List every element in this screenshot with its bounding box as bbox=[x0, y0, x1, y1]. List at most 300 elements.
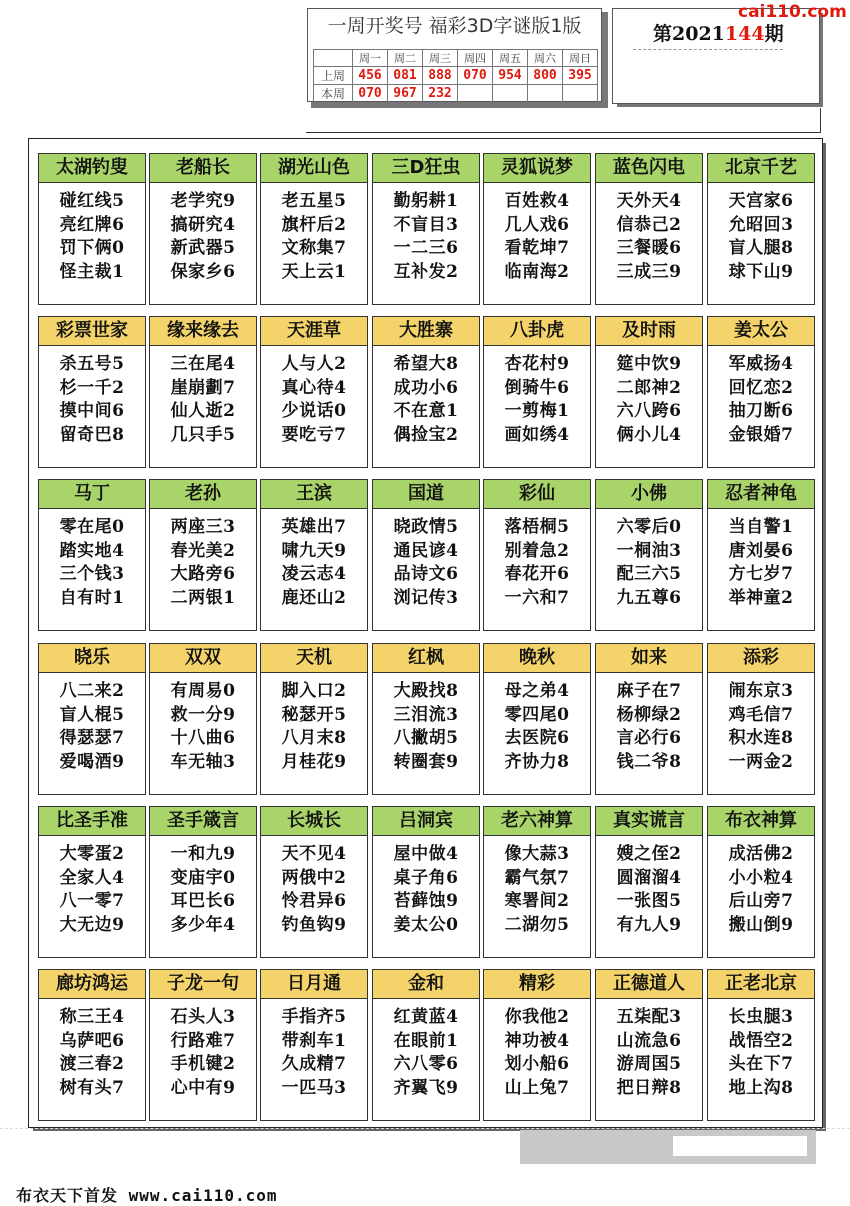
issue-number-value: 144 bbox=[724, 23, 765, 45]
draw-number: 800 bbox=[528, 67, 563, 85]
expert-name: 老孙 bbox=[150, 480, 256, 509]
riddle-line: 八撇胡5 bbox=[393, 728, 459, 748]
expert-name: 比圣手准 bbox=[39, 807, 145, 836]
riddle-line: 桌子角6 bbox=[393, 867, 459, 888]
riddle-line: 山流急6 bbox=[616, 1030, 682, 1051]
riddle-line: 一张图5 bbox=[616, 891, 682, 911]
expert-name: 红枫 bbox=[373, 644, 479, 673]
expert-name: 晓乐 bbox=[39, 644, 145, 673]
riddle-list bbox=[39, 1006, 145, 1100]
this-week-row bbox=[314, 85, 598, 103]
riddle-line: 战悟空2 bbox=[728, 1030, 794, 1051]
riddle-line: 寒署间2 bbox=[504, 891, 570, 911]
riddle-list bbox=[708, 516, 814, 610]
expert-name: 及时雨 bbox=[596, 317, 702, 346]
expert-cell bbox=[483, 969, 591, 1121]
riddle-list bbox=[373, 353, 479, 447]
riddle-list bbox=[484, 843, 590, 937]
draw-number: 967 bbox=[388, 85, 423, 103]
riddle-line: 麻子在7 bbox=[616, 681, 682, 701]
riddle-line: 你我他2 bbox=[504, 1007, 570, 1027]
riddle-line: 去医院6 bbox=[504, 728, 570, 748]
riddle-line: 三泪流3 bbox=[393, 704, 459, 725]
expert-name: 如来 bbox=[596, 644, 702, 673]
riddle-line: 母之弟4 bbox=[504, 681, 570, 701]
riddle-line: 全家人4 bbox=[59, 867, 125, 888]
riddle-list bbox=[373, 680, 479, 774]
riddle-line: 希望大8 bbox=[393, 354, 459, 374]
expert-cell bbox=[595, 969, 703, 1121]
riddle-list bbox=[373, 1006, 479, 1100]
expert-name: 圣手箴言 bbox=[150, 807, 256, 836]
riddle-list bbox=[150, 680, 256, 774]
riddle-line: 凌云志4 bbox=[281, 564, 347, 584]
expert-name: 老船长 bbox=[150, 154, 256, 183]
expert-cell bbox=[595, 316, 703, 468]
riddle-line: 少说话0 bbox=[281, 401, 347, 421]
riddle-line: 有周易0 bbox=[170, 681, 236, 701]
riddle-line: 有九人9 bbox=[616, 914, 682, 935]
riddle-line: 啸九天9 bbox=[281, 540, 347, 561]
expert-name: 灵狐说梦 bbox=[484, 154, 590, 183]
draw-number: 888 bbox=[423, 67, 458, 85]
day-label: 周三 bbox=[423, 50, 458, 67]
expert-cell bbox=[595, 806, 703, 958]
riddle-line: 嫂之侄2 bbox=[616, 844, 682, 864]
riddle-line: 两座三3 bbox=[170, 517, 236, 537]
riddle-line: 天宫家6 bbox=[728, 191, 794, 211]
riddle-line: 六八零6 bbox=[393, 1054, 459, 1074]
expert-name: 湖光山色 bbox=[261, 154, 367, 183]
expert-cell bbox=[707, 316, 815, 468]
riddle-line: 鸡毛信7 bbox=[728, 704, 794, 725]
header-underline bbox=[306, 108, 821, 133]
riddle-list bbox=[150, 190, 256, 284]
riddle-line: 转圈套9 bbox=[393, 751, 459, 772]
riddle-line: 闹东京3 bbox=[728, 681, 794, 701]
expert-cell bbox=[38, 643, 146, 795]
riddle-line: 几只手5 bbox=[170, 424, 236, 445]
issue-prefix: 第2021 bbox=[653, 23, 725, 45]
draw-number bbox=[563, 85, 598, 103]
riddle-line: 允昭回3 bbox=[728, 214, 794, 235]
riddle-list bbox=[708, 1006, 814, 1100]
riddle-line: 爱喝酒9 bbox=[59, 751, 125, 772]
riddle-line: 当自警1 bbox=[728, 517, 794, 537]
expert-cell bbox=[483, 153, 591, 305]
riddle-line: 一两金2 bbox=[728, 751, 794, 772]
draw-number: 456 bbox=[353, 67, 388, 85]
expert-name: 姜太公 bbox=[708, 317, 814, 346]
riddle-list bbox=[596, 516, 702, 610]
riddle-line: 杀五号5 bbox=[59, 354, 125, 374]
day-label: 周一 bbox=[353, 50, 388, 67]
issue-box bbox=[612, 8, 820, 104]
riddle-line: 通民谚4 bbox=[393, 540, 459, 561]
riddle-line: 看乾坤7 bbox=[504, 238, 570, 258]
expert-name: 长城长 bbox=[261, 807, 367, 836]
riddle-line: 崖崩劃7 bbox=[170, 377, 236, 398]
riddle-list bbox=[39, 680, 145, 774]
corner-cell bbox=[314, 50, 353, 67]
issue-suffix: 期 bbox=[764, 23, 784, 45]
expert-name: 彩仙 bbox=[484, 480, 590, 509]
riddle-line: 三个钱3 bbox=[59, 564, 125, 584]
expert-cell bbox=[260, 316, 368, 468]
riddle-grid bbox=[28, 138, 823, 1128]
expert-cell bbox=[483, 643, 591, 795]
riddle-line: 秘瑟开5 bbox=[281, 704, 347, 725]
riddle-line: 一匹马3 bbox=[281, 1077, 347, 1098]
riddle-line: 苔藓蚀9 bbox=[393, 891, 459, 911]
riddle-list bbox=[596, 680, 702, 774]
expert-name: 天涯草 bbox=[261, 317, 367, 346]
riddle-list bbox=[150, 353, 256, 447]
riddle-line: 屋中做4 bbox=[393, 844, 459, 864]
riddle-line: 行路难7 bbox=[170, 1030, 236, 1051]
riddle-line: 八月末8 bbox=[281, 728, 347, 748]
riddle-line: 树有头7 bbox=[59, 1077, 125, 1098]
riddle-line: 耳巴长6 bbox=[170, 891, 236, 911]
weekly-draw-title: 一周开奖号 福彩3D字谜版1版 bbox=[327, 15, 582, 37]
riddle-line: 六八跨6 bbox=[616, 401, 682, 421]
riddle-line: 不盲目3 bbox=[393, 214, 459, 235]
riddle-list bbox=[596, 190, 702, 284]
riddle-line: 六零后0 bbox=[616, 517, 682, 537]
footer-credit[interactable]: 布衣天下首发 www.cai110.com bbox=[16, 1186, 278, 1205]
riddle-list bbox=[708, 843, 814, 937]
riddle-line: 金银婚7 bbox=[728, 424, 794, 445]
riddle-line: 球下山9 bbox=[728, 261, 794, 282]
riddle-line: 二湖勿5 bbox=[504, 914, 570, 935]
riddle-line: 成功小6 bbox=[393, 377, 459, 398]
riddle-line: 俩小儿4 bbox=[616, 424, 682, 445]
riddle-line: 互补发2 bbox=[393, 261, 459, 282]
riddle-line: 二郎神2 bbox=[616, 377, 682, 398]
riddle-line: 石头人3 bbox=[170, 1007, 236, 1027]
riddle-line: 军威扬4 bbox=[728, 354, 794, 374]
expert-cell bbox=[483, 316, 591, 468]
expert-name: 老六神算 bbox=[484, 807, 590, 836]
riddle-line: 在眼前1 bbox=[393, 1030, 459, 1051]
expert-cell bbox=[149, 316, 257, 468]
riddle-line: 二两银1 bbox=[170, 587, 236, 608]
expert-cell bbox=[149, 806, 257, 958]
riddle-line: 一二三6 bbox=[393, 238, 459, 258]
riddle-line: 八二来2 bbox=[59, 681, 125, 701]
draw-number: 070 bbox=[458, 67, 493, 85]
riddle-line: 真心待4 bbox=[281, 377, 347, 398]
riddle-line: 盲人棍5 bbox=[59, 704, 125, 725]
riddle-line: 钱二爷8 bbox=[616, 751, 682, 772]
this-week-label: 本周 bbox=[314, 85, 353, 103]
site-logo[interactable]: cai110.com bbox=[738, 2, 847, 22]
expert-name: 金和 bbox=[373, 970, 479, 999]
expert-name: 吕洞宾 bbox=[373, 807, 479, 836]
expert-cell bbox=[372, 316, 480, 468]
riddle-line: 几人戏6 bbox=[504, 214, 570, 235]
riddle-line: 一六和7 bbox=[504, 587, 570, 608]
riddle-line: 英雄出7 bbox=[281, 517, 347, 537]
riddle-list bbox=[708, 680, 814, 774]
expert-name: 日月通 bbox=[261, 970, 367, 999]
riddle-line: 人与人2 bbox=[281, 354, 347, 374]
riddle-list bbox=[373, 190, 479, 284]
footer-divider bbox=[0, 1128, 850, 1129]
riddle-list bbox=[39, 353, 145, 447]
riddle-line: 一和九9 bbox=[170, 844, 236, 864]
riddle-line: 五柒配3 bbox=[616, 1007, 682, 1027]
riddle-list bbox=[596, 353, 702, 447]
expert-name: 蓝色闪电 bbox=[596, 154, 702, 183]
riddle-line: 别着急2 bbox=[504, 540, 570, 561]
riddle-line: 画如绣4 bbox=[504, 424, 570, 445]
riddle-line: 杏花村9 bbox=[504, 354, 570, 374]
riddle-line: 抽刀断6 bbox=[728, 401, 794, 421]
riddle-line: 乌萨吧6 bbox=[59, 1030, 125, 1051]
riddle-list bbox=[484, 680, 590, 774]
riddle-line: 齐翼飞9 bbox=[393, 1077, 459, 1098]
riddle-line: 方七岁7 bbox=[728, 564, 794, 584]
expert-name: 国道 bbox=[373, 480, 479, 509]
riddle-line: 春光美2 bbox=[170, 540, 236, 561]
riddle-list bbox=[261, 516, 367, 610]
riddle-line: 渡三春2 bbox=[59, 1054, 125, 1074]
riddle-line: 久成精7 bbox=[281, 1054, 347, 1074]
expert-name: 天机 bbox=[261, 644, 367, 673]
expert-cell bbox=[707, 806, 815, 958]
riddle-line: 言必行6 bbox=[616, 728, 682, 748]
expert-cell bbox=[260, 153, 368, 305]
riddle-list bbox=[150, 516, 256, 610]
last-week-label: 上周 bbox=[314, 67, 353, 85]
riddle-line: 保家乡6 bbox=[170, 261, 236, 282]
day-label: 周六 bbox=[528, 50, 563, 67]
expert-cell bbox=[595, 153, 703, 305]
expert-cell bbox=[707, 153, 815, 305]
riddle-line: 地上沟8 bbox=[728, 1077, 794, 1098]
draw-number bbox=[493, 85, 528, 103]
riddle-line: 老学究9 bbox=[170, 191, 236, 211]
riddle-list bbox=[39, 516, 145, 610]
riddle-line: 心中有9 bbox=[170, 1077, 236, 1098]
riddle-line: 筵中饮9 bbox=[616, 354, 682, 374]
expert-name: 小佛 bbox=[596, 480, 702, 509]
expert-cell bbox=[260, 479, 368, 631]
expert-name: 晚秋 bbox=[484, 644, 590, 673]
riddle-line: 红黄蓝4 bbox=[393, 1007, 459, 1027]
riddle-line: 齐协力8 bbox=[504, 751, 570, 772]
riddle-line: 天不见4 bbox=[281, 844, 347, 864]
riddle-line: 零在尾0 bbox=[59, 517, 125, 537]
expert-cell bbox=[149, 479, 257, 631]
riddle-list bbox=[261, 680, 367, 774]
expert-cell bbox=[595, 643, 703, 795]
riddle-line: 勤躬耕1 bbox=[393, 191, 459, 211]
riddle-line: 大零蛋2 bbox=[59, 844, 125, 864]
expert-name: 真实谎言 bbox=[596, 807, 702, 836]
expert-cell bbox=[149, 969, 257, 1121]
riddle-line: 信恭己2 bbox=[616, 214, 682, 235]
riddle-list bbox=[39, 190, 145, 284]
riddle-line: 霸气氛7 bbox=[504, 867, 570, 888]
expert-name: 精彩 bbox=[484, 970, 590, 999]
expert-name: 双双 bbox=[150, 644, 256, 673]
riddle-line: 脚入口2 bbox=[281, 681, 347, 701]
riddle-line: 亮红牌6 bbox=[59, 214, 125, 235]
expert-cell bbox=[707, 643, 815, 795]
riddle-line: 游周国5 bbox=[616, 1054, 682, 1074]
day-label: 周五 bbox=[493, 50, 528, 67]
riddle-line: 成活佛2 bbox=[728, 844, 794, 864]
last-week-row bbox=[314, 67, 598, 85]
riddle-list bbox=[39, 843, 145, 937]
riddle-line: 回忆恋2 bbox=[728, 377, 794, 398]
issue-divider bbox=[633, 49, 783, 54]
riddle-list bbox=[373, 843, 479, 937]
riddle-list bbox=[596, 843, 702, 937]
riddle-line: 踏实地4 bbox=[59, 540, 125, 561]
riddle-line: 仙人逝2 bbox=[170, 401, 236, 421]
expert-name: 正老北京 bbox=[708, 970, 814, 999]
riddle-list bbox=[261, 1006, 367, 1100]
riddle-line: 留奇巴8 bbox=[59, 424, 125, 445]
expert-name: 忍者神龟 bbox=[708, 480, 814, 509]
riddle-list bbox=[708, 353, 814, 447]
riddle-line: 文称集7 bbox=[281, 238, 347, 258]
riddle-line: 八一零7 bbox=[59, 891, 125, 911]
riddle-line: 不在意1 bbox=[393, 401, 459, 421]
riddle-list bbox=[150, 843, 256, 937]
day-label: 周日 bbox=[563, 50, 598, 67]
expert-cell bbox=[149, 643, 257, 795]
riddle-line: 多少年4 bbox=[170, 914, 236, 935]
riddle-line: 举神童2 bbox=[728, 587, 794, 608]
expert-cell bbox=[707, 969, 815, 1121]
riddle-line: 手机键2 bbox=[170, 1054, 236, 1074]
draw-number: 070 bbox=[353, 85, 388, 103]
weekly-draw-table bbox=[313, 49, 598, 103]
riddle-line: 要吃亏7 bbox=[281, 424, 347, 445]
expert-cell bbox=[260, 643, 368, 795]
expert-name: 廊坊鸿运 bbox=[39, 970, 145, 999]
expert-cell bbox=[372, 479, 480, 631]
expert-cell bbox=[483, 806, 591, 958]
riddle-line: 唐刘晏6 bbox=[728, 540, 794, 561]
riddle-line: 零四尾0 bbox=[504, 704, 570, 725]
riddle-line: 九五尊6 bbox=[616, 587, 682, 608]
draw-number: 954 bbox=[493, 67, 528, 85]
expert-name: 马丁 bbox=[39, 480, 145, 509]
riddle-line: 鹿还山2 bbox=[281, 587, 347, 608]
expert-cell bbox=[595, 479, 703, 631]
riddle-line: 三成三9 bbox=[616, 261, 682, 282]
riddle-line: 配三六5 bbox=[616, 564, 682, 584]
riddle-line: 新武器5 bbox=[170, 238, 236, 258]
riddle-line: 百姓救4 bbox=[504, 191, 570, 211]
riddle-line: 把日辩8 bbox=[616, 1077, 682, 1098]
expert-name: 大胜寨 bbox=[373, 317, 479, 346]
weekly-draw-days-row bbox=[314, 50, 598, 67]
riddle-line: 天外天4 bbox=[616, 191, 682, 211]
expert-cell bbox=[38, 316, 146, 468]
riddle-list bbox=[261, 843, 367, 937]
expert-cell bbox=[372, 153, 480, 305]
riddle-line: 姜太公0 bbox=[393, 914, 459, 935]
expert-cell bbox=[38, 969, 146, 1121]
riddle-line: 十八曲6 bbox=[170, 728, 236, 748]
expert-cell bbox=[38, 479, 146, 631]
riddle-line: 山上兔7 bbox=[504, 1077, 570, 1098]
riddle-list bbox=[484, 190, 590, 284]
expert-cell bbox=[372, 806, 480, 958]
expert-name: 王滨 bbox=[261, 480, 367, 509]
riddle-line: 罚下俩0 bbox=[59, 238, 125, 258]
riddle-line: 称三王4 bbox=[59, 1007, 125, 1027]
riddle-line: 手指齐5 bbox=[281, 1007, 347, 1027]
riddle-line: 钓鱼钩9 bbox=[281, 914, 347, 935]
riddle-line: 老五星5 bbox=[281, 191, 347, 211]
riddle-line: 摸中间6 bbox=[59, 401, 125, 421]
riddle-line: 带刹车1 bbox=[281, 1030, 347, 1051]
riddle-line: 春花开6 bbox=[504, 564, 570, 584]
riddle-line: 后山旁7 bbox=[728, 891, 794, 911]
riddle-line: 月桂花9 bbox=[281, 751, 347, 772]
expert-cell bbox=[372, 643, 480, 795]
riddle-line: 杨柳绿2 bbox=[616, 704, 682, 725]
expert-name: 布衣神算 bbox=[708, 807, 814, 836]
riddle-line: 变庙宇0 bbox=[170, 867, 236, 888]
riddle-line: 自有时1 bbox=[59, 587, 125, 608]
riddle-line: 晓政情5 bbox=[393, 517, 459, 537]
riddle-list bbox=[708, 190, 814, 284]
riddle-line: 落梧桐5 bbox=[504, 517, 570, 537]
draw-number bbox=[528, 85, 563, 103]
weekly-draw-box bbox=[307, 8, 602, 102]
footer-bar-inner bbox=[673, 1136, 807, 1156]
riddle-list bbox=[484, 353, 590, 447]
draw-number bbox=[458, 85, 493, 103]
expert-cell bbox=[149, 153, 257, 305]
riddle-list bbox=[596, 1006, 702, 1100]
riddle-line: 车无轴3 bbox=[170, 751, 236, 772]
riddle-line: 临南海2 bbox=[504, 261, 570, 282]
riddle-line: 怜君异6 bbox=[281, 891, 347, 911]
draw-number: 232 bbox=[423, 85, 458, 103]
riddle-line: 搞研究4 bbox=[170, 214, 236, 235]
riddle-list bbox=[261, 353, 367, 447]
expert-cell bbox=[483, 479, 591, 631]
riddle-line: 怪主裁1 bbox=[59, 261, 125, 282]
riddle-line: 大殿找8 bbox=[393, 681, 459, 701]
issue-number bbox=[653, 19, 784, 46]
riddle-line: 大路旁6 bbox=[170, 564, 236, 584]
riddle-line: 长虫腿3 bbox=[728, 1007, 794, 1027]
draw-number: 081 bbox=[388, 67, 423, 85]
expert-name: 八卦虎 bbox=[484, 317, 590, 346]
riddle-line: 旗杆后2 bbox=[281, 214, 347, 235]
riddle-line: 头在下7 bbox=[728, 1054, 794, 1074]
expert-cell bbox=[38, 806, 146, 958]
riddle-line: 圆溜溜4 bbox=[616, 867, 682, 888]
expert-name: 三D狂虫 bbox=[373, 154, 479, 183]
expert-cell bbox=[260, 969, 368, 1121]
riddle-line: 救一分9 bbox=[170, 704, 236, 725]
expert-cell bbox=[707, 479, 815, 631]
riddle-line: 积水连8 bbox=[728, 728, 794, 748]
riddle-list bbox=[484, 516, 590, 610]
riddle-line: 得瑟瑟7 bbox=[59, 728, 125, 748]
